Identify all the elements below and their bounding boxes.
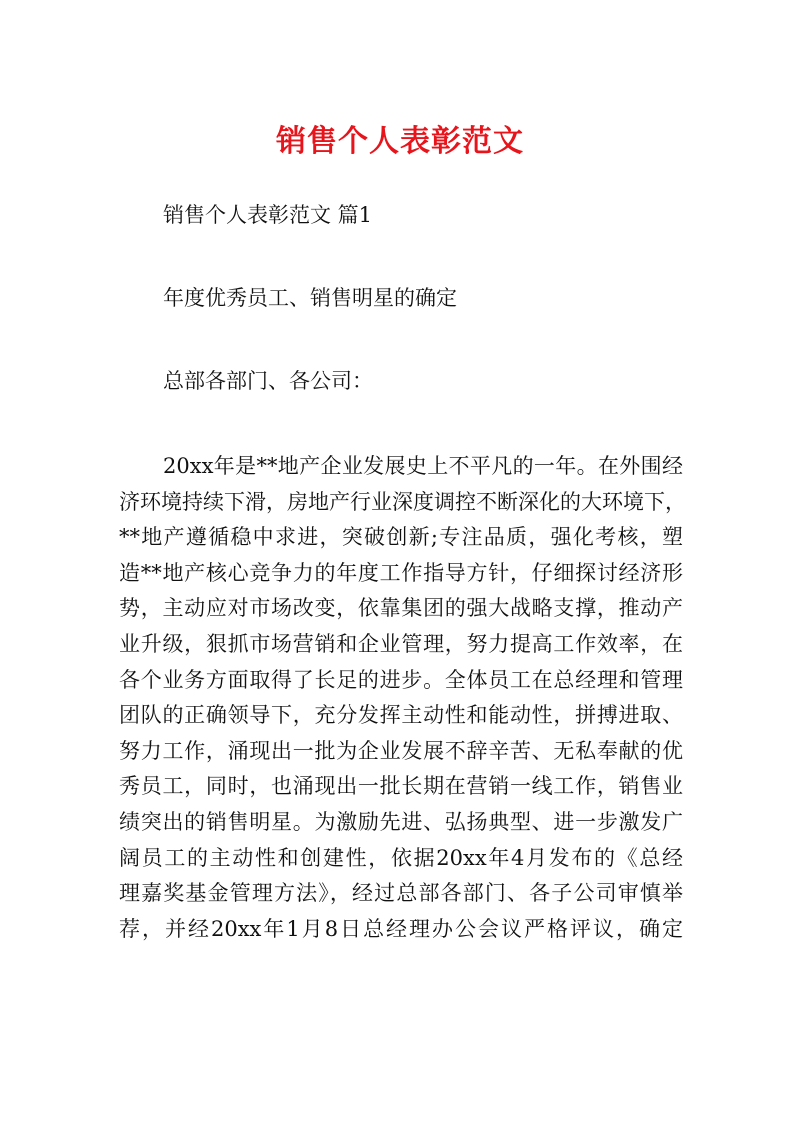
body-line: 各个业务方面取得了长足的进步。全体员工在总经理和管理 [119,667,683,692]
document-subtitle: 销售个人表彰范文 篇1 [163,203,373,227]
body-line: 造**地产核心竞争力的年度工作指导方针，仔细探讨经济形 [119,560,683,585]
body-line: 秀员工，同时，也涌现出一批长期在营销一线工作，销售业 [119,774,683,799]
salutation: 总部各部门、各公司： [163,369,373,393]
document-title: 销售个人表彰范文 [276,124,524,159]
section-heading: 年度优秀员工、销售明星的确定 [163,286,457,310]
body-paragraph [119,449,686,947]
body-line: **地产遵循稳中求进，突破创新;专注品质，强化考核，塑 [119,525,683,550]
body-line: 势，主动应对市场改变，依靠集团的强大战略支撑，推动产 [119,596,683,621]
body-line: 荐，并经20xx年1月8日总经理办公会议严格评议，确定 [119,916,683,941]
body-line: 济环境持续下滑，房地产行业深度调控不断深化的大环境下， [119,489,686,514]
body-line: 努力工作，涌现出一批为企业发展不辞辛苦、无私奉献的优 [119,738,683,763]
body-line: 阔员工的主动性和创建性，依据20xx年4月发布的《总经 [119,845,683,870]
body-line: 绩突出的销售明星。为激励先进、弘扬典型、进一步激发广 [119,809,683,834]
body-line: 业升级，狠抓市场营销和企业管理，努力提高工作效率，在 [119,631,683,656]
body-line: 理嘉奖基金管理方法》，经过总部各部门、各子公司审慎举 [119,881,683,906]
body-line: 团队的正确领导下，充分发挥主动性和能动性，拼搏进取、 [119,703,683,728]
body-line: 20xx年是**地产企业发展史上不平凡的一年。在外围经 [163,454,684,478]
